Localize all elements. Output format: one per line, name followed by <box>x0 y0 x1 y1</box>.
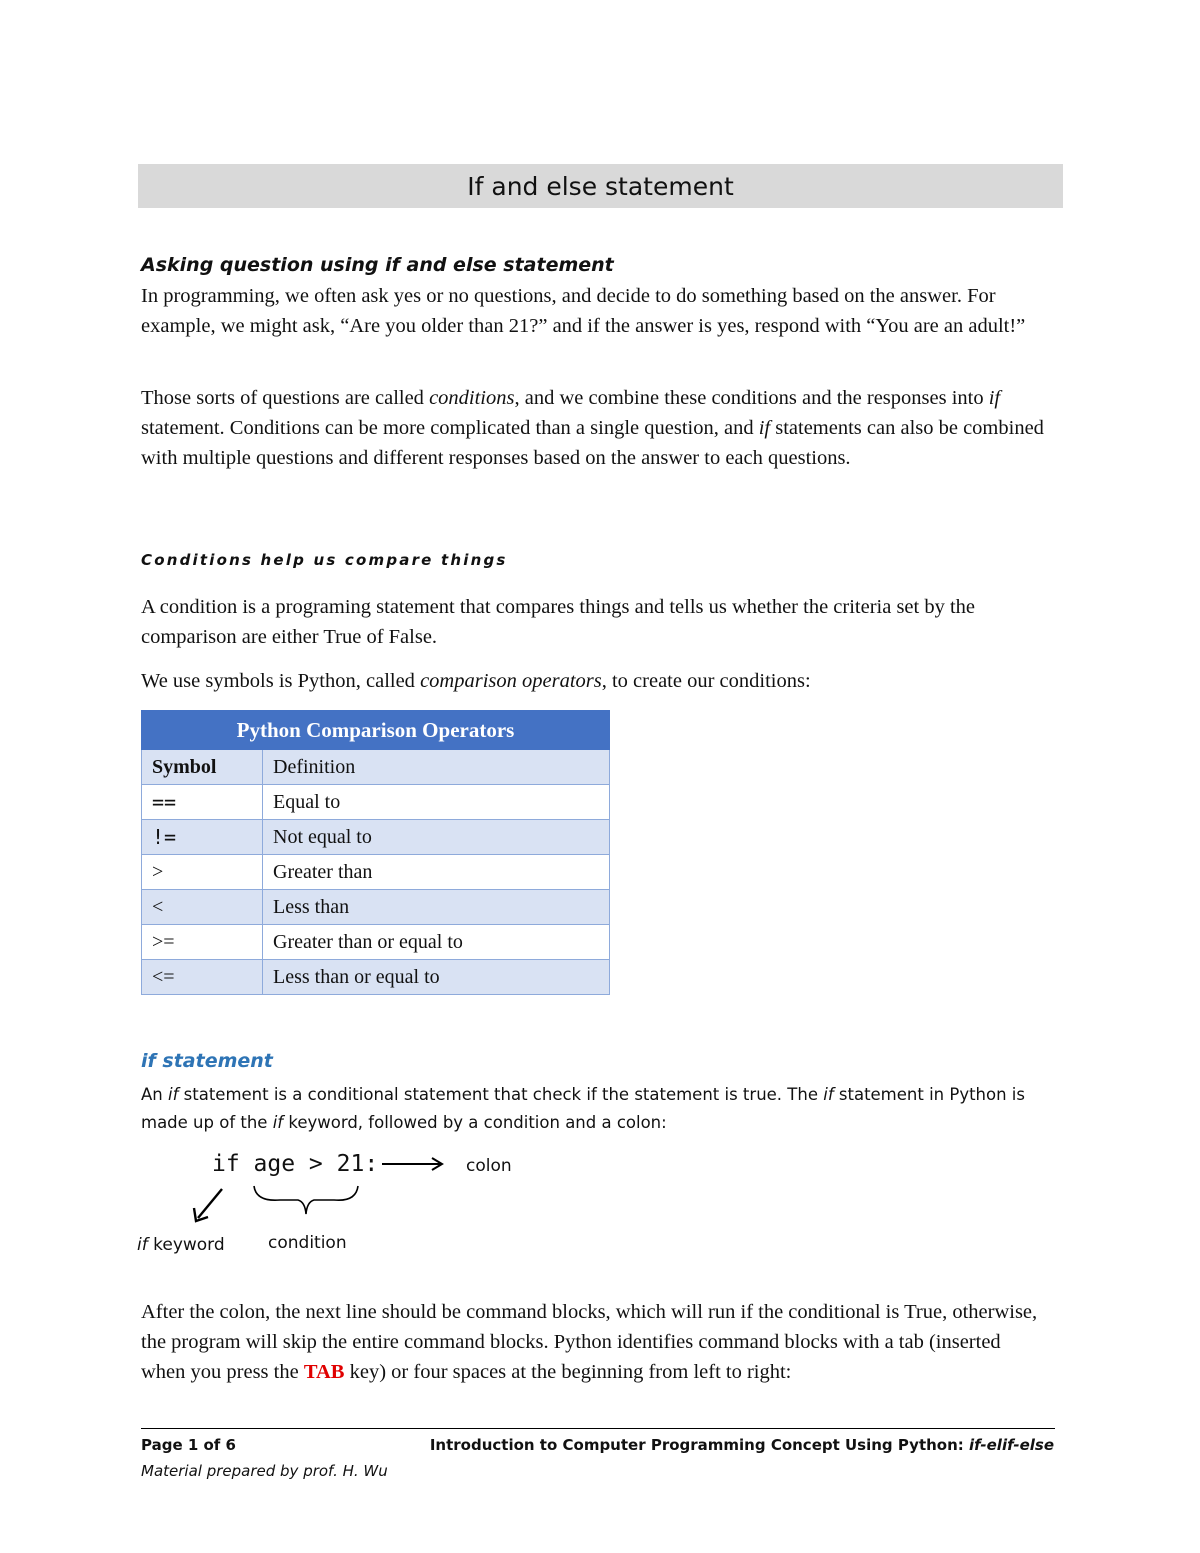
text: An <box>141 1085 168 1104</box>
cell-definition: Greater than <box>263 855 610 890</box>
text: keyword <box>147 1235 225 1255</box>
text: We use symbols is Python, called <box>141 670 421 692</box>
column-header-symbol: Symbol <box>142 750 263 785</box>
em-if: if <box>272 1113 284 1132</box>
cell-definition: Less than <box>263 890 610 925</box>
em-conditions: conditions <box>429 387 515 409</box>
cell-symbol: <= <box>142 960 263 995</box>
keyword-arrow-line <box>198 1189 222 1218</box>
paragraph-command-blocks <box>141 1297 1041 1387</box>
text: key) or four spaces at the beginning from left to right: <box>344 1361 792 1383</box>
text: , to create our conditions: <box>601 670 811 692</box>
tab-key-highlight: TAB <box>303 1361 345 1383</box>
label-colon: colon <box>466 1156 512 1176</box>
em-if: if <box>758 417 771 439</box>
cell-symbol: < <box>142 890 263 925</box>
em-if: if <box>137 1235 148 1255</box>
text: After the colon, the next line should be command blocks, which will run if the conditional is True, otherwise, the program will skip the entire command blocks. Python identifies command blocks with a tab (inserted when you press the <box>141 1301 1038 1383</box>
paragraph-condition-definition: A condition is a programing statement that compares things and tells us whether the criteria set by the comparison are either True of False. <box>141 596 976 648</box>
footer-course-title <box>430 1436 1054 1454</box>
section-heading-conditions: Conditions help us compare things <box>141 551 508 569</box>
code-example: if age > 21: <box>212 1151 379 1177</box>
table-title: Python Comparison Operators <box>142 711 610 750</box>
cell-definition: Less than or equal to <box>263 960 610 995</box>
text: Those sorts of questions are called <box>141 387 430 409</box>
em-if-elif-else: if-elif-else <box>969 1436 1054 1454</box>
em-if: if <box>823 1085 834 1104</box>
em-if: if <box>988 387 1001 409</box>
section-heading-if-statement: if statement <box>141 1050 273 1072</box>
cell-symbol: != <box>142 820 263 855</box>
em-comparison-operators: comparison operators <box>420 670 602 692</box>
footer-author: Material prepared by prof. H. Wu <box>141 1462 388 1480</box>
text: Introduction to Computer Programming Concept Using Python: <box>429 1436 969 1454</box>
cell-definition: Greater than or equal to <box>263 925 610 960</box>
text: , and we combine these conditions and the responses into <box>514 387 989 409</box>
cell-symbol: > <box>142 855 263 890</box>
label-if-keyword <box>137 1235 225 1255</box>
paragraph-intro: In programming, we often ask yes or no questions, and decide to do something based on the answer. For example, we might ask, “Are you older than 21?” and if the answer is yes, respond with “You are an adult!” <box>141 285 1026 337</box>
cell-definition: Equal to <box>263 785 610 820</box>
footer-page-number: Page 1 of 6 <box>141 1436 236 1454</box>
label-condition: condition <box>268 1233 347 1253</box>
cell-symbol: == <box>142 785 263 820</box>
column-header-definition: Definition <box>263 750 610 785</box>
text: keyword, followed by a condition and a colon: <box>283 1113 667 1132</box>
page-title: If and else statement <box>138 164 1063 208</box>
footer-divider <box>141 1428 1055 1429</box>
cell-definition: Not equal to <box>263 820 610 855</box>
text: statements can also be combined with multiple questions and different responses based on the answer to each questions. <box>141 417 1044 469</box>
text: statement. Conditions can be more complicated than a single question, and <box>141 417 759 439</box>
section-heading-asking-question: Asking question using if and else statement <box>141 254 614 276</box>
em-if: if <box>168 1085 179 1104</box>
text: statement in Python is made up of the <box>141 1085 1025 1132</box>
condition-brace <box>254 1186 358 1214</box>
text: statement is a conditional statement that check if the statement is true. The <box>178 1085 824 1104</box>
cell-symbol: >= <box>142 925 263 960</box>
